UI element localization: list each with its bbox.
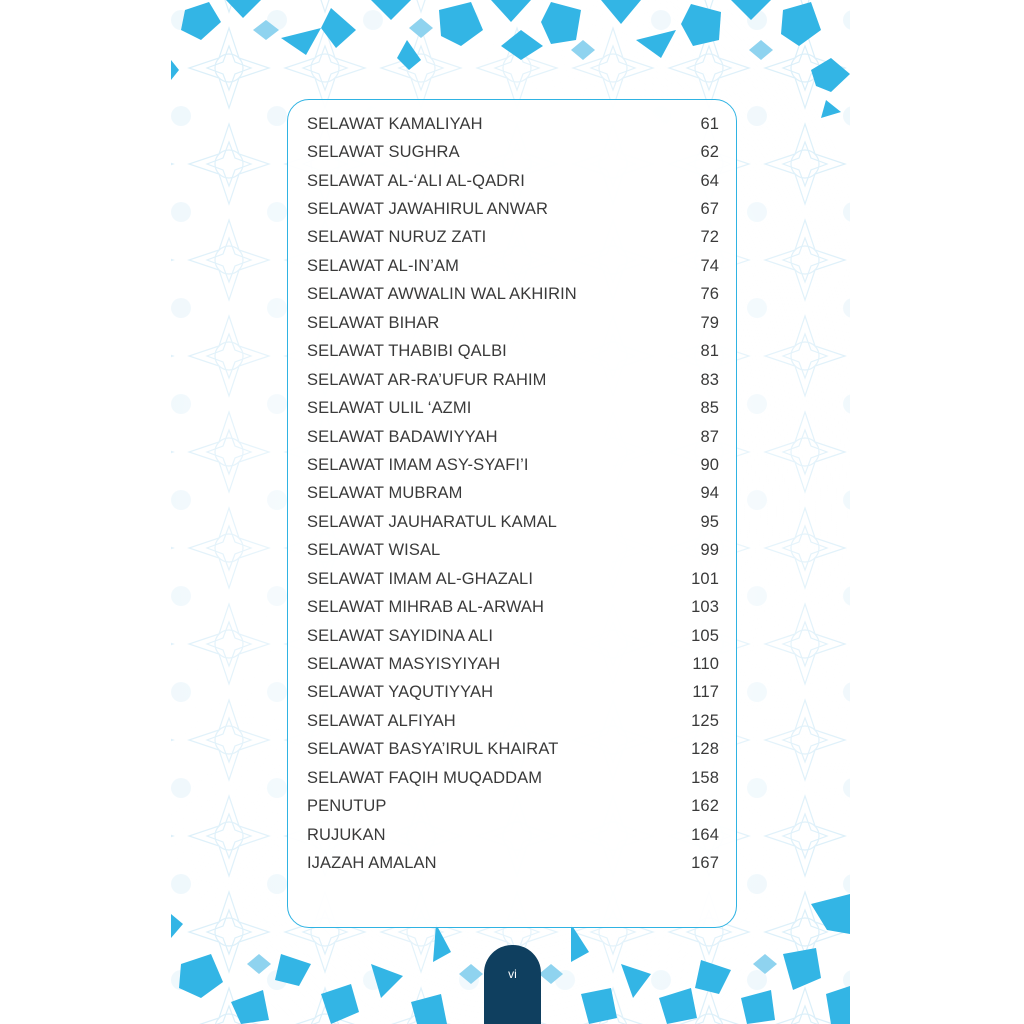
toc-entry-page: 164 xyxy=(691,825,719,844)
toc-entry-title: IJAZAH AMALAN xyxy=(307,854,437,873)
toc-entry-page: 101 xyxy=(691,569,719,588)
toc-entry-title: SELAWAT BIHAR xyxy=(307,313,440,332)
toc-entry xyxy=(307,849,719,877)
toc-entry-page: 125 xyxy=(691,711,719,730)
toc-entry xyxy=(307,195,719,223)
toc-entry xyxy=(307,707,719,735)
toc-entry xyxy=(307,593,719,621)
toc-entry xyxy=(307,167,719,195)
toc-entry-title: SELAWAT MASYISYIYAH xyxy=(307,655,501,674)
toc-entry-page: 64 xyxy=(700,171,719,190)
toc-entry xyxy=(307,565,719,593)
toc-entry-title: SELAWAT ALFIYAH xyxy=(307,711,456,730)
toc-entry-page: 85 xyxy=(700,399,719,418)
toc-entry xyxy=(307,110,719,138)
toc-entry xyxy=(307,508,719,536)
toc-entry-page: 74 xyxy=(700,256,719,275)
toc-entry xyxy=(307,480,719,508)
toc-entry-title: SELAWAT NURUZ ZATI xyxy=(307,228,487,247)
toc-entry-page: 158 xyxy=(691,768,719,787)
toc-entry xyxy=(307,138,719,166)
toc-entry-title: SELAWAT BADAWIYYAH xyxy=(307,427,498,446)
toc-entry xyxy=(307,224,719,252)
toc-entry-title: SELAWAT JAWAHIRUL ANWAR xyxy=(307,200,548,219)
toc-entry-page: 167 xyxy=(691,854,719,873)
toc-entry-page: 90 xyxy=(700,455,719,474)
toc-entry-title: PENUTUP xyxy=(307,797,387,816)
toc-entry xyxy=(307,537,719,565)
toc-entry-title: SELAWAT AL-IN’AM xyxy=(307,256,459,275)
toc-entry-title: RUJUKAN xyxy=(307,825,386,844)
toc-entry xyxy=(307,764,719,792)
toc-entry-page: 62 xyxy=(700,143,719,162)
toc-entry-page: 72 xyxy=(700,228,719,247)
toc-entry-page: 103 xyxy=(691,598,719,617)
toc-entry-page: 95 xyxy=(700,512,719,531)
toc-entry xyxy=(307,309,719,337)
toc-entry xyxy=(307,423,719,451)
toc-entry-page: 99 xyxy=(700,541,719,560)
toc-entry xyxy=(307,394,719,422)
toc-entry-title: SELAWAT AR-RA’UFUR RAHIM xyxy=(307,370,547,389)
toc-entry-page: 76 xyxy=(700,285,719,304)
toc-entry-page: 94 xyxy=(700,484,719,503)
toc-entry-title: SELAWAT BASYA’IRUL KHAIRAT xyxy=(307,740,559,759)
toc-list xyxy=(307,110,719,878)
toc-entry-title: SELAWAT IMAM ASY-SYAFI’I xyxy=(307,455,529,474)
table-of-contents xyxy=(287,99,737,928)
toc-entry-title: SELAWAT KAMALIYAH xyxy=(307,114,483,133)
toc-entry-page: 162 xyxy=(691,797,719,816)
toc-entry-title: SELAWAT AL-‘ALI AL-QADRI xyxy=(307,171,525,190)
toc-entry-title: SELAWAT WISAL xyxy=(307,541,441,560)
toc-entry xyxy=(307,338,719,366)
page-number-tab xyxy=(484,945,541,1024)
toc-entry-page: 128 xyxy=(691,740,719,759)
page-number: vi xyxy=(508,967,517,981)
toc-entry-title: SELAWAT THABIBI QALBI xyxy=(307,342,507,361)
toc-entry-title: SELAWAT ULIL ‘AZMI xyxy=(307,399,472,418)
toc-entry-page: 110 xyxy=(692,655,719,674)
toc-entry xyxy=(307,793,719,821)
toc-entry-page: 81 xyxy=(700,342,719,361)
toc-entry-title: SELAWAT YAQUTIYYAH xyxy=(307,683,494,702)
toc-entry xyxy=(307,821,719,849)
toc-entry-page: 105 xyxy=(691,626,719,645)
toc-entry-title: SELAWAT SUGHRA xyxy=(307,143,460,162)
toc-entry xyxy=(307,451,719,479)
toc-entry-title: SELAWAT IMAM AL-GHAZALI xyxy=(307,569,534,588)
toc-entry xyxy=(307,281,719,309)
toc-entry xyxy=(307,679,719,707)
toc-entry-title: SELAWAT SAYIDINA ALI xyxy=(307,626,494,645)
toc-entry-title: SELAWAT MUBRAM xyxy=(307,484,463,503)
toc-entry-title: SELAWAT FAQIH MUQADDAM xyxy=(307,768,543,787)
toc-entry-page: 79 xyxy=(700,313,719,332)
toc-entry-page: 61 xyxy=(700,114,719,133)
toc-entry-page: 117 xyxy=(692,683,719,702)
toc-entry-page: 83 xyxy=(700,370,719,389)
toc-entry-title: SELAWAT JAUHARATUL KAMAL xyxy=(307,512,557,531)
toc-entry-page: 67 xyxy=(700,200,719,219)
toc-entry-title: SELAWAT AWWALIN WAL AKHIRIN xyxy=(307,285,577,304)
toc-entry xyxy=(307,622,719,650)
toc-entry xyxy=(307,366,719,394)
toc-entry xyxy=(307,252,719,280)
book-page xyxy=(171,0,850,1024)
toc-entry-title: SELAWAT MIHRAB AL-ARWAH xyxy=(307,598,545,617)
toc-entry-page: 87 xyxy=(700,427,719,446)
toc-entry xyxy=(307,736,719,764)
toc-entry xyxy=(307,650,719,678)
